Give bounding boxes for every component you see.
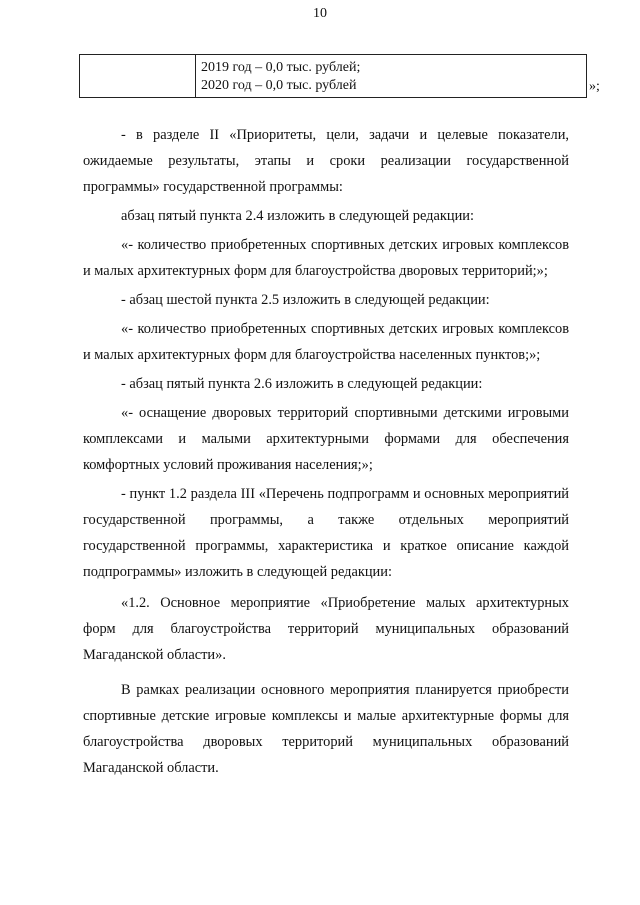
paragraph-section-iii: - пункт 1.2 раздела III «Перечень подпрограмм и основных мероприятий государственной программы, а также отдельных мероприятий государственной программы, характеристика и краткое описание каждой подпрограммы» изложить в следующей редакции:: [83, 486, 569, 580]
paragraph-measure-1-2: «1.2. Основное мероприятие «Приобретение малых архитектурных форм для благоустройства территорий муниципальных образований Магаданской области».: [83, 595, 569, 663]
table-line-2019: 2019 год – 0,0 тыс. рублей;: [201, 60, 361, 75]
paragraph-2-4-instruction: абзац пятый пункта 2.4 изложить в следующей редакции:: [121, 208, 474, 224]
paragraph-2-5-text: «- количество приобретенных спортивных детских игровых комплексов и малых архитектурных форм для благоустройства населенных пунктов;»;: [83, 321, 569, 363]
paragraph-2-6-instruction: - абзац пятый пункта 2.6 изложить в следующей редакции:: [121, 376, 483, 392]
document-body: [83, 122, 569, 781]
paragraph-2-5-instruction: - абзац шестой пункта 2.5 изложить в следующей редакции:: [121, 292, 490, 308]
paragraph-2-6-text: «- оснащение дворовых территорий спортивными детскими игровыми комплексами и малыми архитектурными формами для обеспечения комфортных условий проживания населения;»;: [83, 405, 569, 473]
table-closing-mark: »;: [589, 79, 600, 94]
paragraph-2-4-text: «- количество приобретенных спортивных детских игровых комплексов и малых архитектурных форм для благоустройства дворовых территорий;»;: [83, 237, 569, 279]
paragraph-section-ii: - в разделе II «Приоритеты, цели, задачи и целевые показатели, ожидаемые результаты, этапы и сроки реализации государственной программы» государственной программы:: [83, 127, 569, 195]
paragraph-measure-description: В рамках реализации основного мероприятия планируется приобрести спортивные детские игровые комплексы и малые архитектурные формы для благоустройства дворовых территорий муниципальных образований Магаданской области.: [83, 682, 569, 776]
budget-table: [79, 54, 587, 98]
table-empty-cell: [80, 55, 196, 97]
table-line-2020: 2020 год – 0,0 тыс. рублей: [201, 78, 357, 93]
page-number: 10: [313, 6, 327, 21]
